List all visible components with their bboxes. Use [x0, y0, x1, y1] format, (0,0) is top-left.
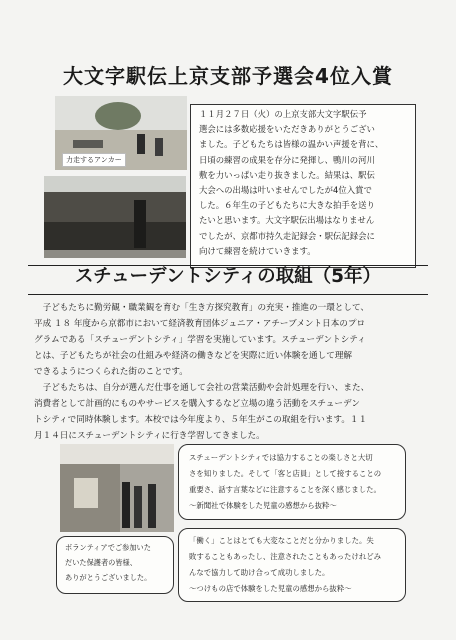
- volunteer-line: ボランティアでご参加いた: [65, 543, 151, 552]
- article1-line: 選会には多数応援をいただきありがとうござい: [199, 124, 375, 135]
- article1-line: 敷を力いっぱい走り抜きました。結果は、駅伝: [199, 169, 375, 180]
- article1-line: でしたが、京都市持久走記録会・駅伝記録会に: [199, 230, 375, 241]
- student-city-photo: [60, 444, 174, 532]
- article1-line: した。６年生の子どもたちに大きな拍手を送り: [199, 200, 375, 211]
- divider-bottom: [28, 294, 428, 295]
- volunteer-line: ありがとうございました。: [65, 573, 152, 582]
- article1-line: 向けて練習を続けていきます。: [199, 245, 316, 256]
- impression1-line: ～新聞社で体験をした児童の感想から抜粋～: [189, 501, 337, 510]
- article1-line: 大会への出場は叶いませんでしたが4位入賞で: [199, 185, 372, 196]
- article2-paragraph-1: [34, 300, 430, 380]
- impression2-line: んなで協力して助け合って成功しました。: [189, 568, 330, 577]
- para1-line: グラムである「スチューデントシティ」学習を実施しています。スチューデントシティ: [34, 335, 366, 345]
- impression1-line: スチューデントシティでは協力することの楽しさと大切: [189, 453, 373, 462]
- impression1-line: さを知りました。そして「客と店員」として接することの: [189, 469, 382, 478]
- volunteer-note: [56, 536, 174, 594]
- impression2-line: ～つけもの店で体験をした児童の感想から抜粋～: [189, 584, 352, 593]
- impression-box-pickle-shop: [178, 528, 406, 602]
- article1-line: ました。子どもたちは皆様の温かい声援を背に、: [199, 139, 384, 150]
- para2-line: 消費者として計画的にものやサービスを購入するなど立場の違う活動をスチューデン: [34, 399, 360, 409]
- article1-line: １１月２７日（火）の上京支部大文字駅伝予: [199, 109, 367, 119]
- para2-line: 月１４日にスチューデントシティに行き学習してきました。: [34, 431, 265, 441]
- photo-caption: 力走するアンカー: [62, 153, 126, 167]
- para1-line: とは、子どもたちが社会の仕組みや経済の働きなどを実際に近い体験を通して理解: [34, 351, 352, 361]
- article2-paragraph-2: [34, 380, 430, 444]
- article1-line: 日頃の練習の成果を存分に発揮し、鴨川の河川: [199, 154, 375, 165]
- para2-line: 子どもたちは、自分が選んだ仕事を通して会社の営業活動や会計処理を行い、また、: [42, 383, 370, 393]
- para1-line: 平成 １８ 年度から京都市において経済教育団体ジュニア・アチーブメント日本のプロ: [34, 319, 366, 329]
- article1-body-box: [190, 104, 416, 268]
- para1-line: できるようにつくられた街のことです。: [34, 367, 188, 377]
- impression2-line: 敗することもあったし、注意されたこともあったけれどみ: [189, 552, 382, 561]
- article2-title: スチューデントシティの取組（5年）: [74, 266, 382, 287]
- article1-line: たいと思います。大文字駅伝出場はなりません: [199, 215, 375, 226]
- audience-photo: [44, 176, 186, 258]
- para1-line: 子どもたちに勤労観・職業観を育む「生き方探究教育」の充実・推進の一環として、: [42, 303, 369, 313]
- impression-box-newspaper: [178, 444, 406, 520]
- impression2-line: 「働く」ことはとても大変なことだと分かりました。失: [189, 536, 374, 545]
- para2-line: トシティで同時体験します。本校では今年度より、５年生がこの取組を行います。１１: [34, 415, 368, 425]
- impression1-line: 重要さ、話す言葉などに注意することを深く感じました。: [189, 485, 381, 494]
- article1-title: 大文字駅伝上京支部予選会4位入賞: [63, 64, 393, 88]
- volunteer-line: だいた保護者の皆様、: [65, 558, 137, 567]
